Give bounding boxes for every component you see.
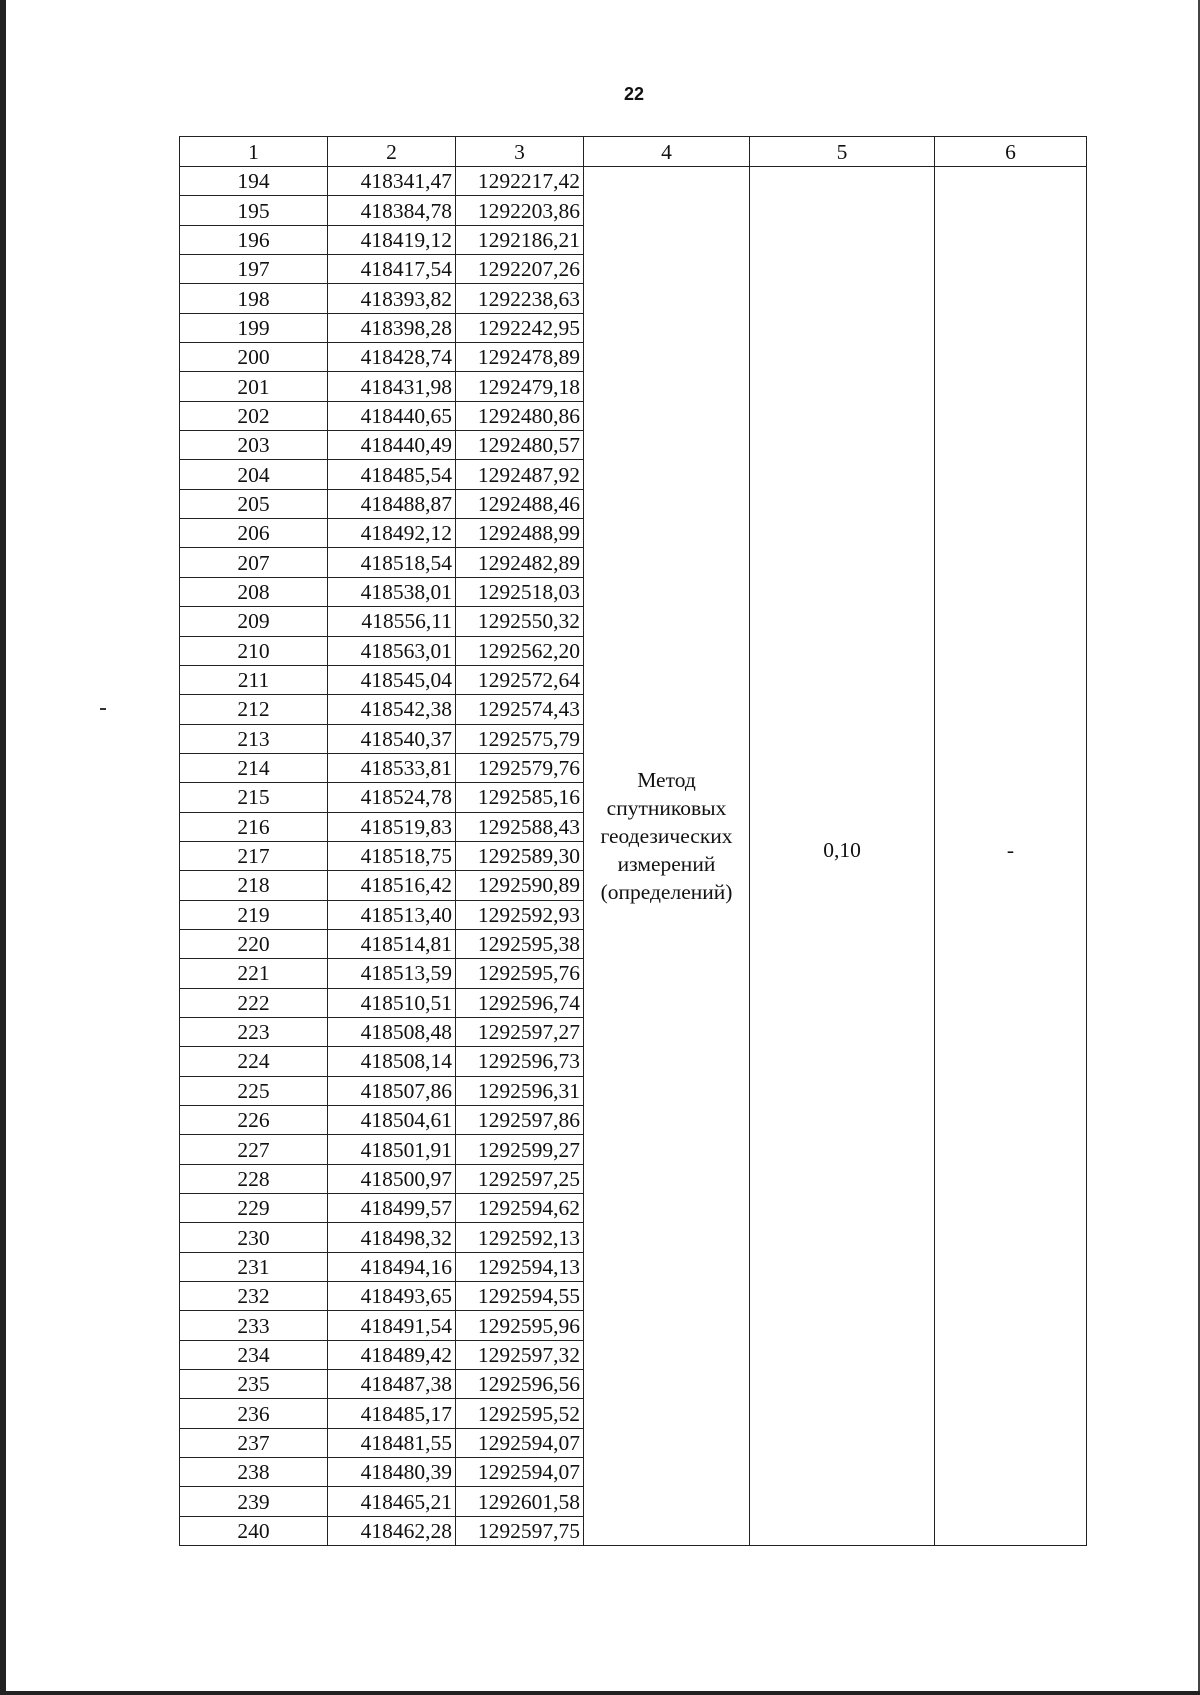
scan-edge-bottom	[0, 1691, 1200, 1695]
y-coordinate-cell: 1292242,95	[456, 313, 584, 342]
y-coordinate-cell: 1292596,31	[456, 1076, 584, 1105]
y-coordinate-cell: 1292596,73	[456, 1047, 584, 1076]
y-coordinate-cell: 1292594,07	[456, 1428, 584, 1457]
x-coordinate-cell: 418498,32	[328, 1223, 456, 1252]
y-coordinate-cell: 1292562,20	[456, 636, 584, 665]
point-number-cell: 229	[180, 1194, 328, 1223]
point-number-cell: 210	[180, 636, 328, 665]
table-header	[180, 137, 1087, 167]
y-coordinate-cell: 1292478,89	[456, 343, 584, 372]
point-number-cell: 237	[180, 1428, 328, 1457]
x-coordinate-cell: 418431,98	[328, 372, 456, 401]
x-coordinate-cell: 418384,78	[328, 196, 456, 225]
y-coordinate-cell: 1292518,03	[456, 577, 584, 606]
point-number-cell: 198	[180, 284, 328, 313]
y-coordinate-cell: 1292207,26	[456, 255, 584, 284]
y-coordinate-cell: 1292592,93	[456, 900, 584, 929]
point-number-cell: 227	[180, 1135, 328, 1164]
y-coordinate-cell: 1292599,27	[456, 1135, 584, 1164]
y-coordinate-cell: 1292203,86	[456, 196, 584, 225]
point-number-cell: 238	[180, 1458, 328, 1487]
point-number-cell: 195	[180, 196, 328, 225]
header-col-5: 5	[750, 137, 935, 167]
point-number-cell: 209	[180, 607, 328, 636]
x-coordinate-cell: 418519,83	[328, 812, 456, 841]
point-number-cell: 199	[180, 313, 328, 342]
point-number-cell: 225	[180, 1076, 328, 1105]
point-number-cell: 218	[180, 871, 328, 900]
point-number-cell: 228	[180, 1164, 328, 1193]
x-coordinate-cell: 418440,65	[328, 401, 456, 430]
point-number-cell: 216	[180, 812, 328, 841]
page-number: 22	[623, 84, 645, 104]
scan-edge-left	[0, 0, 6, 1695]
y-coordinate-cell: 1292594,13	[456, 1252, 584, 1281]
point-number-cell: 226	[180, 1106, 328, 1135]
y-coordinate-cell: 1292217,42	[456, 167, 584, 196]
y-coordinate-cell: 1292597,75	[456, 1516, 584, 1545]
x-coordinate-cell: 418556,11	[328, 607, 456, 636]
point-number-cell: 231	[180, 1252, 328, 1281]
x-coordinate-cell: 418500,97	[328, 1164, 456, 1193]
table-row	[180, 167, 1087, 196]
x-coordinate-cell: 418428,74	[328, 343, 456, 372]
x-coordinate-cell: 418417,54	[328, 255, 456, 284]
x-coordinate-cell: 418398,28	[328, 313, 456, 342]
x-coordinate-cell: 418518,54	[328, 548, 456, 577]
point-number-cell: 219	[180, 900, 328, 929]
y-coordinate-cell: 1292597,32	[456, 1340, 584, 1369]
method-line: измерений	[617, 852, 716, 877]
x-coordinate-cell: 418510,51	[328, 988, 456, 1017]
x-coordinate-cell: 418542,38	[328, 695, 456, 724]
header-col-2: 2	[328, 137, 456, 167]
x-coordinate-cell: 418462,28	[328, 1516, 456, 1545]
point-number-cell: 211	[180, 665, 328, 694]
y-coordinate-cell: 1292596,56	[456, 1370, 584, 1399]
point-number-cell: 206	[180, 519, 328, 548]
x-coordinate-cell: 418419,12	[328, 225, 456, 254]
x-coordinate-cell: 418481,55	[328, 1428, 456, 1457]
point-number-cell: 194	[180, 167, 328, 196]
table-body	[180, 167, 1087, 1546]
point-number-cell: 223	[180, 1017, 328, 1046]
point-number-cell: 204	[180, 460, 328, 489]
method-line: Метод	[637, 768, 696, 793]
point-number-cell: 224	[180, 1047, 328, 1076]
point-number-cell: 232	[180, 1282, 328, 1311]
y-coordinate-cell: 1292597,27	[456, 1017, 584, 1046]
point-number-cell: 240	[180, 1516, 328, 1545]
point-number-cell: 212	[180, 695, 328, 724]
y-coordinate-cell: 1292574,43	[456, 695, 584, 724]
x-coordinate-cell: 418488,87	[328, 489, 456, 518]
x-coordinate-cell: 418465,21	[328, 1487, 456, 1516]
x-coordinate-cell: 418494,16	[328, 1252, 456, 1281]
y-coordinate-cell: 1292482,89	[456, 548, 584, 577]
y-coordinate-cell: 1292595,76	[456, 959, 584, 988]
method-line: геодезических	[600, 824, 733, 849]
point-number-cell: 214	[180, 753, 328, 782]
y-coordinate-cell: 1292595,96	[456, 1311, 584, 1340]
stray-scan-mark	[100, 708, 106, 710]
column-6-cell	[935, 167, 1087, 1546]
x-coordinate-cell: 418563,01	[328, 636, 456, 665]
y-coordinate-cell: 1292596,74	[456, 988, 584, 1017]
x-coordinate-cell: 418518,75	[328, 841, 456, 870]
y-coordinate-cell: 1292480,86	[456, 401, 584, 430]
y-coordinate-cell: 1292594,62	[456, 1194, 584, 1223]
y-coordinate-cell: 1292579,76	[456, 753, 584, 782]
point-number-cell: 203	[180, 431, 328, 460]
x-coordinate-cell: 418341,47	[328, 167, 456, 196]
point-number-cell: 235	[180, 1370, 328, 1399]
method-text	[584, 766, 749, 946]
y-coordinate-cell: 1292595,52	[456, 1399, 584, 1428]
point-number-cell: 202	[180, 401, 328, 430]
x-coordinate-cell: 418538,01	[328, 577, 456, 606]
x-coordinate-cell: 418504,61	[328, 1106, 456, 1135]
x-coordinate-cell: 418492,12	[328, 519, 456, 548]
point-number-cell: 230	[180, 1223, 328, 1252]
y-coordinate-cell: 1292186,21	[456, 225, 584, 254]
y-coordinate-cell: 1292588,43	[456, 812, 584, 841]
point-number-cell: 236	[180, 1399, 328, 1428]
y-coordinate-cell: 1292590,89	[456, 871, 584, 900]
coordinates-table	[179, 136, 1087, 1546]
point-number-cell: 233	[180, 1311, 328, 1340]
x-coordinate-cell: 418480,39	[328, 1458, 456, 1487]
y-coordinate-cell: 1292592,13	[456, 1223, 584, 1252]
x-coordinate-cell: 418440,49	[328, 431, 456, 460]
x-coordinate-cell: 418487,38	[328, 1370, 456, 1399]
point-number-cell: 213	[180, 724, 328, 753]
header-row	[180, 137, 1087, 167]
y-coordinate-cell: 1292594,07	[456, 1458, 584, 1487]
point-number-cell: 196	[180, 225, 328, 254]
point-number-cell: 217	[180, 841, 328, 870]
header-col-6: 6	[935, 137, 1087, 167]
y-coordinate-cell: 1292597,25	[456, 1164, 584, 1193]
y-coordinate-cell: 1292479,18	[456, 372, 584, 401]
point-number-cell: 221	[180, 959, 328, 988]
y-coordinate-cell: 1292488,99	[456, 519, 584, 548]
point-number-cell: 197	[180, 255, 328, 284]
y-coordinate-cell: 1292589,30	[456, 841, 584, 870]
method-line: (определений)	[600, 880, 733, 905]
column-6-value: -	[1006, 838, 1015, 863]
x-coordinate-cell: 418514,81	[328, 929, 456, 958]
header-col-3: 3	[456, 137, 584, 167]
x-coordinate-cell: 418508,48	[328, 1017, 456, 1046]
point-number-cell: 208	[180, 577, 328, 606]
x-coordinate-cell: 418540,37	[328, 724, 456, 753]
point-number-cell: 205	[180, 489, 328, 518]
point-number-cell: 222	[180, 988, 328, 1017]
point-number-cell: 200	[180, 343, 328, 372]
point-number-cell: 234	[180, 1340, 328, 1369]
y-coordinate-cell: 1292572,64	[456, 665, 584, 694]
header-col-1: 1	[180, 137, 328, 167]
method-cell	[584, 167, 750, 1546]
x-coordinate-cell: 418485,17	[328, 1399, 456, 1428]
y-coordinate-cell: 1292480,57	[456, 431, 584, 460]
x-coordinate-cell: 418491,54	[328, 1311, 456, 1340]
x-coordinate-cell: 418507,86	[328, 1076, 456, 1105]
point-number-cell: 207	[180, 548, 328, 577]
x-coordinate-cell: 418533,81	[328, 753, 456, 782]
x-coordinate-cell: 418501,91	[328, 1135, 456, 1164]
y-coordinate-cell: 1292585,16	[456, 783, 584, 812]
x-coordinate-cell: 418524,78	[328, 783, 456, 812]
x-coordinate-cell: 418545,04	[328, 665, 456, 694]
header-col-4: 4	[584, 137, 750, 167]
x-coordinate-cell: 418499,57	[328, 1194, 456, 1223]
x-coordinate-cell: 418513,40	[328, 900, 456, 929]
y-coordinate-cell: 1292238,63	[456, 284, 584, 313]
y-coordinate-cell: 1292595,38	[456, 929, 584, 958]
point-number-cell: 220	[180, 929, 328, 958]
point-number-cell: 239	[180, 1487, 328, 1516]
point-number-cell: 201	[180, 372, 328, 401]
accuracy-value: 0,10	[823, 838, 861, 863]
y-coordinate-cell: 1292488,46	[456, 489, 584, 518]
x-coordinate-cell: 418513,59	[328, 959, 456, 988]
y-coordinate-cell: 1292597,86	[456, 1106, 584, 1135]
y-coordinate-cell: 1292594,55	[456, 1282, 584, 1311]
method-line: спутниковых	[606, 796, 727, 821]
y-coordinate-cell: 1292550,32	[456, 607, 584, 636]
accuracy-cell	[750, 167, 935, 1546]
point-number-cell: 215	[180, 783, 328, 812]
x-coordinate-cell: 418508,14	[328, 1047, 456, 1076]
x-coordinate-cell: 418516,42	[328, 871, 456, 900]
y-coordinate-cell: 1292575,79	[456, 724, 584, 753]
x-coordinate-cell: 418493,65	[328, 1282, 456, 1311]
y-coordinate-cell: 1292601,58	[456, 1487, 584, 1516]
x-coordinate-cell: 418393,82	[328, 284, 456, 313]
x-coordinate-cell: 418485,54	[328, 460, 456, 489]
x-coordinate-cell: 418489,42	[328, 1340, 456, 1369]
y-coordinate-cell: 1292487,92	[456, 460, 584, 489]
